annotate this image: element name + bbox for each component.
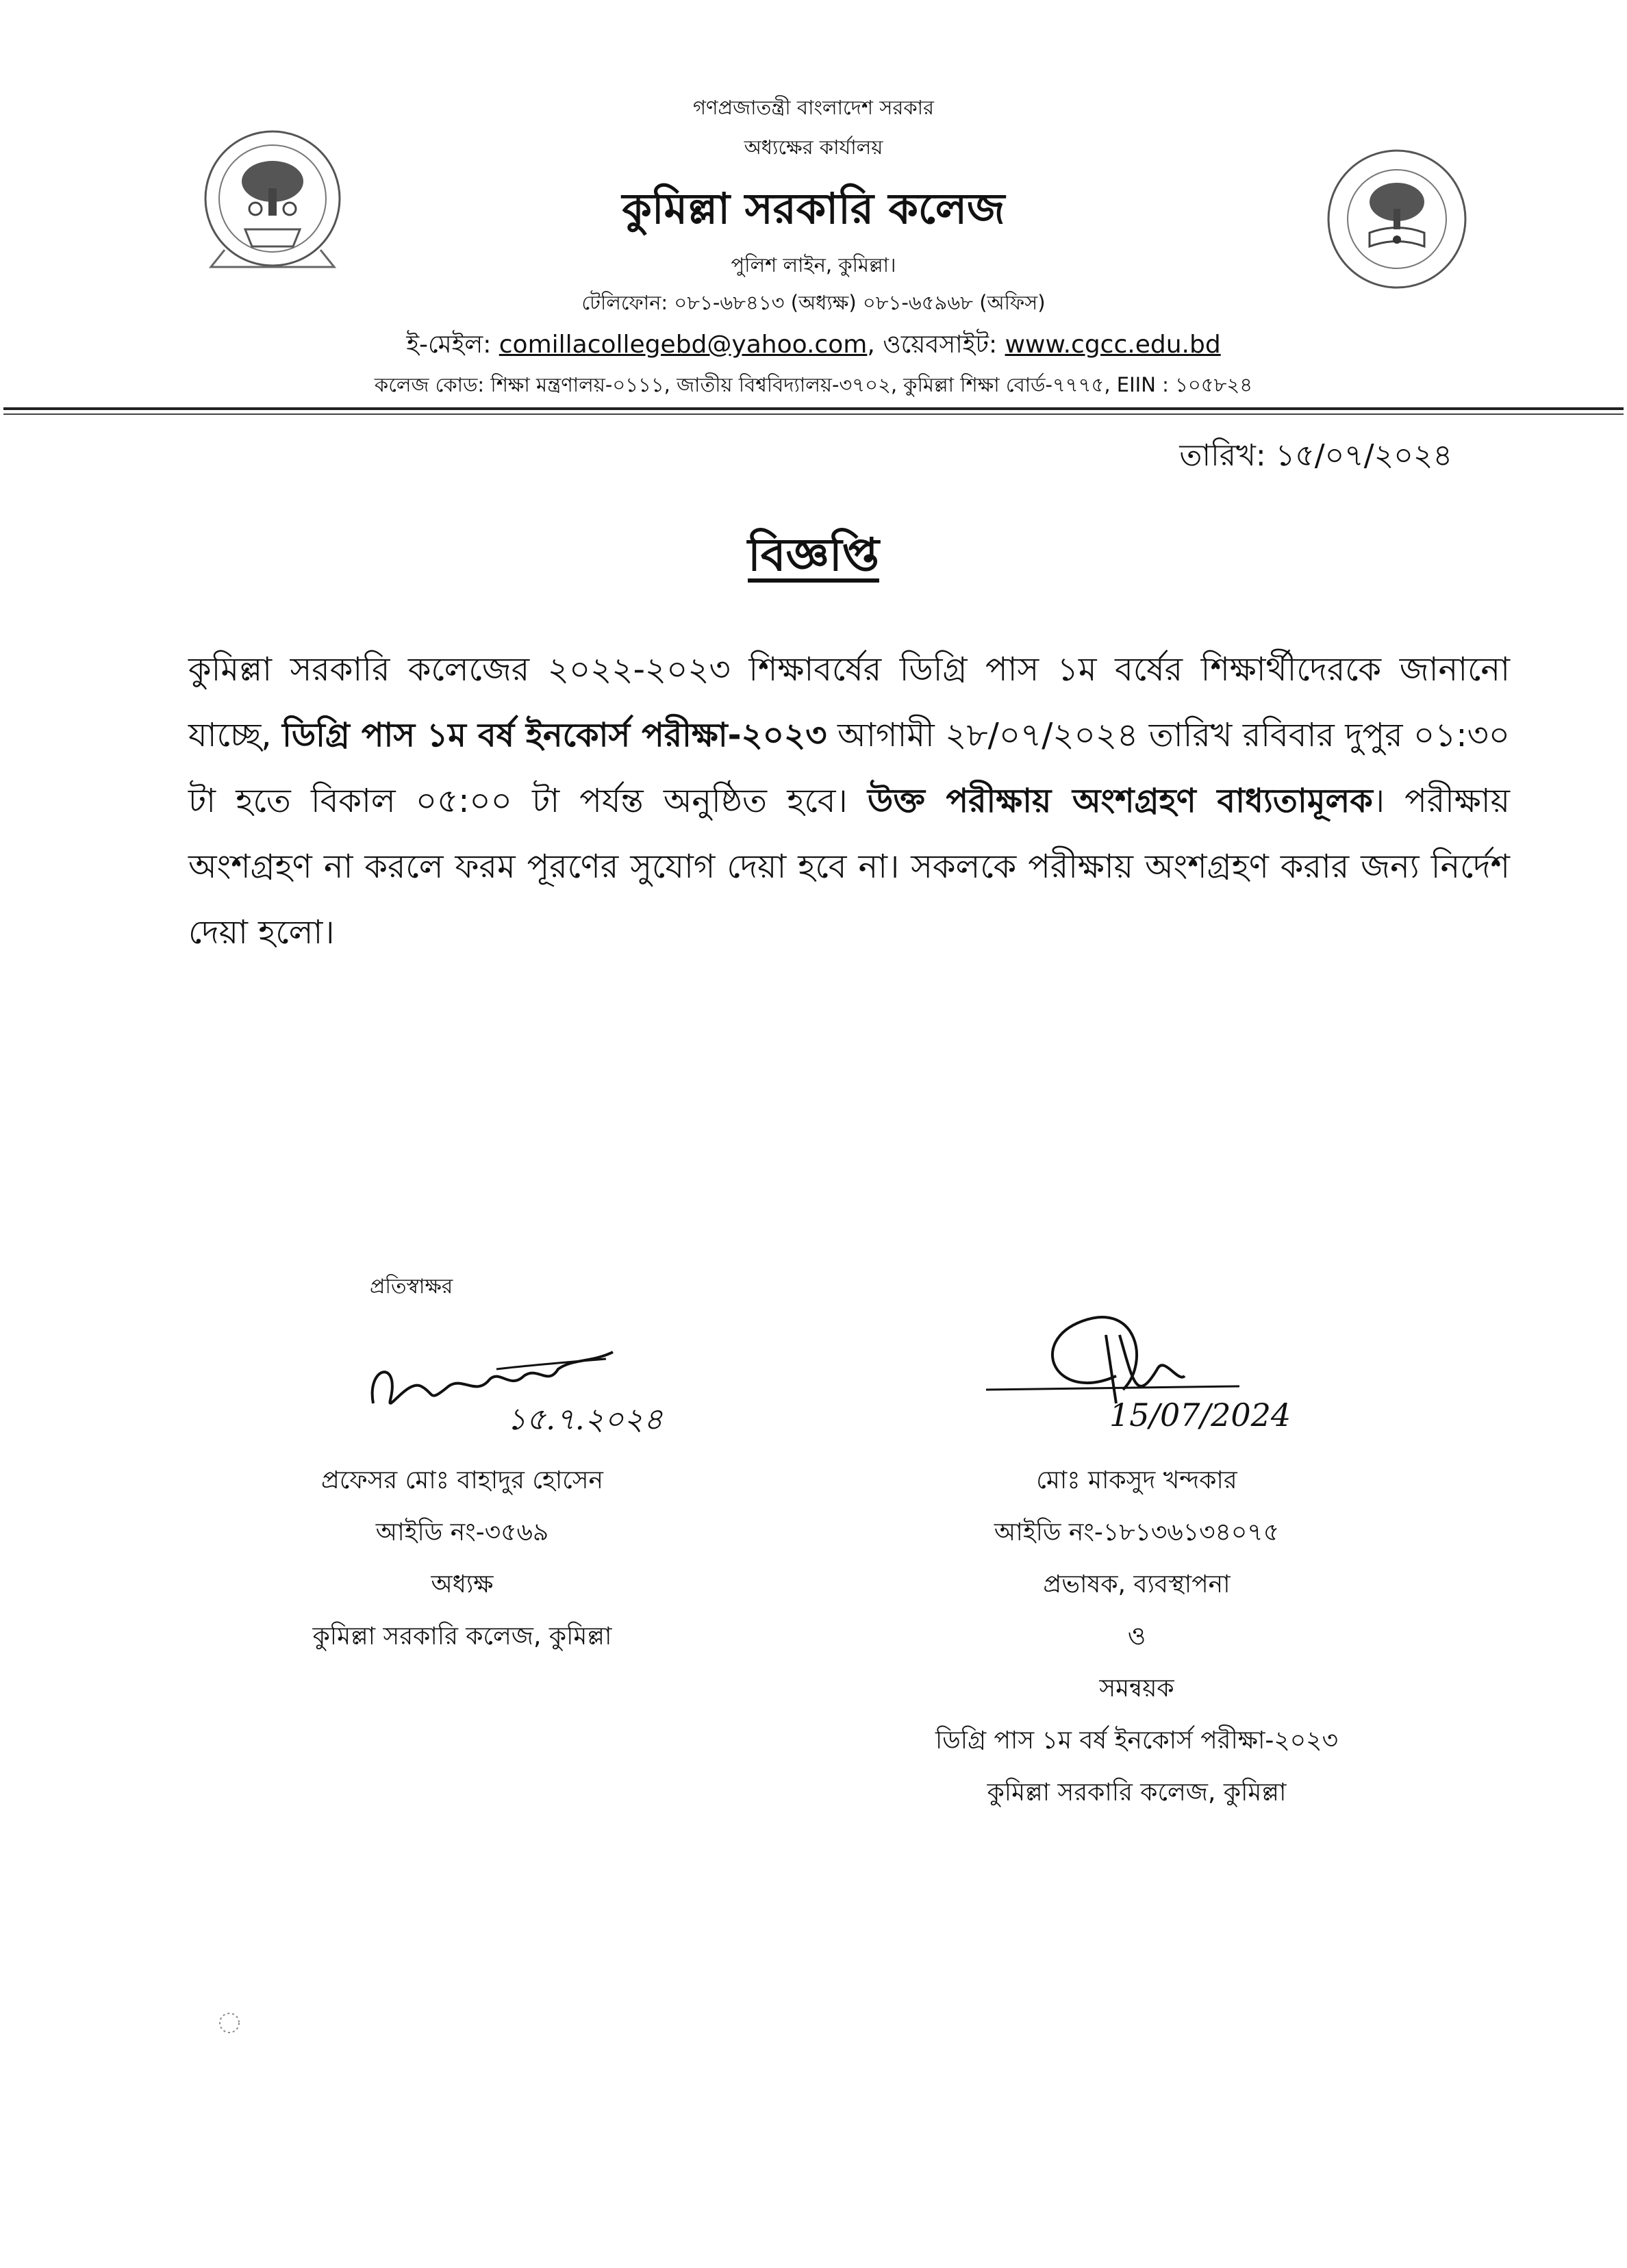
coordinator-id: আইডি নং-১৮১৩৬১৩৪০৭৫ [994, 1518, 1280, 1546]
college-name: কুমিল্লা সরকারি কলেজ [622, 183, 1005, 233]
notice-mandatory: উক্ত পরীক্ষায় অংশগ্রহণ বাধ্যতামূলক [867, 782, 1373, 820]
phone-line: টেলিফোন: ০৮১-৬৮৪১৩ (অধ্যক্ষ) ০৮১-৬৫৯৬৮ (অফিস) [581, 291, 1046, 314]
coordinator-designation: প্রভাষক, ব্যবস্থাপনা [1043, 1570, 1231, 1598]
website-link[interactable]: www.cgcc.edu.bd [1005, 331, 1221, 359]
coordinator-institution: কুমিল্লা সরকারি কলেজ, কুমিল্লা [987, 1779, 1287, 1807]
principal-institution: কুমিল্লা সরকারি কলেজ, কুমিল্লা [312, 1622, 612, 1651]
principal-designation: অধ্যক্ষ [431, 1570, 494, 1598]
contact-line [0, 326, 1627, 367]
coordinator-name: মোঃ মাকসুদ খন্দকার [1036, 1466, 1237, 1494]
notice-text-2: আগামী ২৮/০৭/২০২৪ তারিখ রবিবার দুপুর ০১:৩০ টা হতে বিকাল ০৫:০০ টা পর্যন্ত অনুষ্ঠিত হবে। [188, 716, 1511, 820]
notice-title-text: বিজ্ঞপ্তি [748, 528, 879, 581]
coordinator-signature-date: 15/07/2024 [1109, 1397, 1291, 1434]
principal-signature-date: ১৫.৭.২০২৪ [507, 1402, 664, 1437]
notice-text-3: । পরীক্ষায় অংশগ্রহণ না করলে ফরম পূরণের সুযোগ দেয়া হবে না। সকলকে পরীক্ষায় অংশগ্রহণ করার জন্য নির্দেশ দেয়া হলো। [188, 782, 1510, 952]
countersign-label: প্রতিস্বাক্ষর [370, 1275, 453, 1299]
header-divider [3, 407, 1624, 410]
notice-body [188, 637, 1510, 965]
coordinator-block [842, 1455, 1431, 1819]
education-seal-icon [1322, 144, 1472, 294]
principal-id: আইডি নং-৩৫৬৯ [375, 1518, 549, 1546]
coordinator-exam: ডিগ্রি পাস ১ম বর্ষ ইনকোর্স পরীক্ষা-২০২৩ [935, 1727, 1339, 1755]
coordinator-signature [979, 1301, 1424, 1458]
coordinator-role: সমন্বয়ক [1099, 1674, 1174, 1703]
notice-exam-name: ডিগ্রি পাস ১ম বর্ষ ইনকোর্স পরীক্ষা-২০২৩ [282, 716, 827, 754]
scan-speck-icon [209, 2002, 250, 2043]
office-line: অধ্যক্ষের কার্যালয় [744, 136, 883, 159]
email-label: ই-মেইল: [406, 331, 499, 359]
notice-title [0, 520, 1627, 596]
principal-name: প্রফেসর মোঃ বাহাদুর হোসেন [320, 1466, 604, 1494]
college-address: পুলিশ লাইন, কুমিল্লা। [731, 253, 896, 277]
email-link[interactable]: comillacollegebd@yahoo.com [499, 331, 868, 359]
government-line: গণপ্রজাতন্ত্রী বাংলাদেশ সরকার [692, 96, 935, 119]
coordinator-and: ও [1127, 1622, 1146, 1651]
notice-text-1: কুমিল্লা সরকারি কলেজের ২০২২-২০২৩ শিক্ষাবর্ষের ডিগ্রি পাস ১ম বর্ষের শিক্ষার্থীদেরকে জানানো যাচ্ছে, [188, 650, 1510, 754]
college-codes: কলেজ কোড: শিক্ষা মন্ত্রণালয়-০১১১, জাতীয় বিশ্ববিদ্যালয়-৩৭০২, কুমিল্লা শিক্ষা বোর্ড-৭৭৭৫, EIIN : ১০৫৮২৪ [374, 373, 1253, 396]
notice-date: তারিখ: ১৫/০৭/২০২৪ [1179, 438, 1452, 473]
principal-block [199, 1455, 726, 1663]
header-divider-thin [3, 413, 1624, 415]
college-seal-icon [197, 127, 348, 277]
website-label: , ওয়েবসাইট: [867, 331, 1005, 359]
